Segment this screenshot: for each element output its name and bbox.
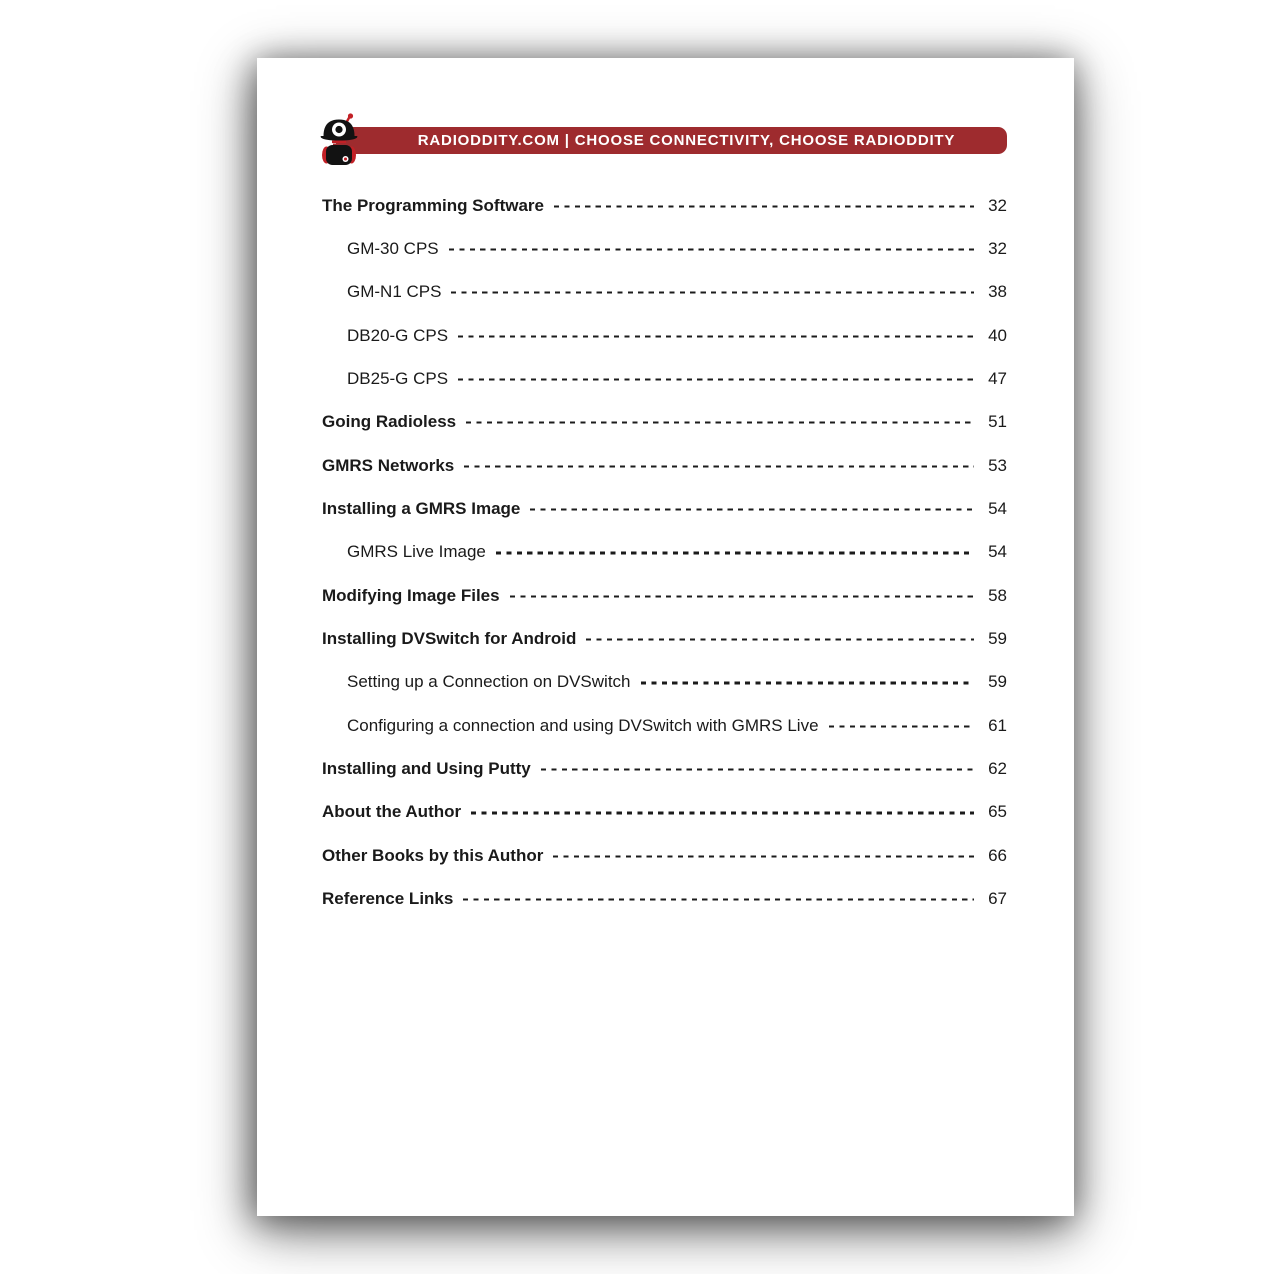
toc-entry-page: 32 (988, 195, 1007, 215)
toc-entry (322, 704, 1007, 747)
toc-entry-page: 47 (988, 369, 1007, 389)
dot-leader (458, 378, 974, 380)
toc-entry (322, 227, 1007, 270)
toc-entry-page: 59 (988, 672, 1007, 692)
toc-entry-label: DB25-G CPS (347, 369, 449, 389)
toc-entry-label: The Programming Software (322, 195, 544, 215)
dot-leader (553, 855, 974, 857)
toc-entry-label: Installing DVSwitch for Android (322, 629, 577, 649)
dot-leader (510, 595, 974, 597)
toc-entry-label: Reference Links (322, 889, 454, 909)
radioddity-robot-logo-icon (318, 112, 364, 168)
dot-leader (451, 292, 974, 294)
toc-entry-page: 38 (988, 282, 1007, 302)
dot-leader (458, 335, 974, 337)
header-banner (336, 127, 1007, 154)
dot-leader (471, 812, 974, 814)
toc-entry (322, 531, 1007, 574)
toc-entry-label: About the Author (322, 802, 462, 822)
toc-entry-label: Modifying Image Files (322, 585, 500, 605)
toc-entry (322, 271, 1007, 314)
toc-entry-page: 66 (988, 845, 1007, 865)
toc-entry-page: 53 (988, 455, 1007, 475)
toc-entry-label: Configuring a connection and using DVSwitch with GMRS Live (347, 715, 819, 735)
toc-entry (322, 617, 1007, 660)
toc-entry (322, 314, 1007, 357)
dot-leader (496, 552, 974, 554)
toc-entry (322, 444, 1007, 487)
dot-leader (530, 508, 974, 510)
toc-entry-page: 58 (988, 585, 1007, 605)
toc-entry-label: GM-30 CPS (347, 239, 439, 259)
toc-entry (322, 834, 1007, 877)
toc-entry (322, 574, 1007, 617)
toc-entry-page: 54 (988, 542, 1007, 562)
toc-entry (322, 487, 1007, 530)
toc-entry-page: 62 (988, 759, 1007, 779)
toc-entry (322, 878, 1007, 921)
toc-entry-page: 65 (988, 802, 1007, 822)
toc-entry-page: 40 (988, 325, 1007, 345)
toc-entry-page: 51 (988, 412, 1007, 432)
toc-entry (322, 747, 1007, 790)
dot-leader (541, 769, 974, 771)
toc-entry-page: 54 (988, 499, 1007, 519)
banner-text: RADIODDITY.COM | CHOOSE CONNECTIVITY, CHOOSE RADIODDITY (417, 132, 956, 149)
toc-entry-page: 67 (988, 889, 1007, 909)
dot-leader (466, 422, 974, 424)
dot-leader (463, 899, 974, 901)
document-page (257, 58, 1074, 1216)
toc-entry-label: DB20-G CPS (347, 325, 449, 345)
toc-entry (322, 661, 1007, 704)
toc-entry-label: Installing and Using Putty (322, 759, 531, 779)
dot-leader (586, 639, 974, 641)
dot-leader (464, 465, 974, 467)
dot-leader (641, 682, 974, 684)
toc-entry-label: GMRS Networks (322, 455, 455, 475)
dot-leader (554, 205, 974, 207)
toc-entry (322, 791, 1007, 834)
toc-entry (322, 357, 1007, 400)
page-header (318, 112, 1007, 168)
toc-entry (322, 184, 1007, 227)
toc-entry-label: GM-N1 CPS (347, 282, 442, 302)
toc-entry-page: 32 (988, 239, 1007, 259)
table-of-contents (322, 184, 1007, 921)
dot-leader (449, 248, 974, 250)
toc-entry-label: Going Radioless (322, 412, 457, 432)
toc-entry (322, 401, 1007, 444)
dot-leader (829, 725, 974, 727)
toc-entry-page: 61 (988, 715, 1007, 735)
toc-entry-page: 59 (988, 629, 1007, 649)
toc-entry-label: Setting up a Connection on DVSwitch (347, 672, 631, 692)
toc-entry-label: Other Books by this Author (322, 845, 544, 865)
toc-entry-label: Installing a GMRS Image (322, 499, 521, 519)
toc-entry-label: GMRS Live Image (347, 542, 486, 562)
